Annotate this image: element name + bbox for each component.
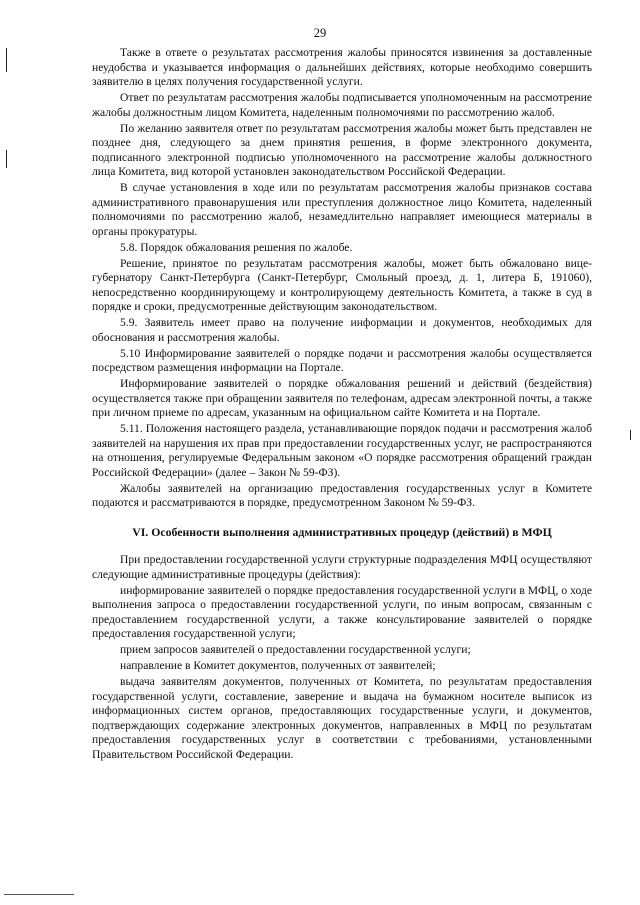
paragraph: направление в Комитет документов, полученных от заявителей;: [120, 659, 436, 672]
paragraph: Ответ по результатам рассмотрения жалобы подписывается уполномоченным на рассмотрение жалобы должностным лицом Комитета, наделенным полномочиями по рассмотрению жалоб.: [92, 91, 592, 119]
paragraph: Жалобы заявителей на организацию предоставления государственных услуг в Комитете подаются и рассматриваются в порядке, предусмотренном Законом № 59-ФЗ.: [92, 481, 592, 509]
paragraph: 5.8. Порядок обжалования решения по жалобе.: [120, 240, 353, 254]
document-body: [92, 46, 592, 762]
paragraph: выдача заявителям документов, полученных от Комитета, по результатам предоставления государственной услуги, составление, заверение и выдача на бумажном носителе выписок из информационных систем органов, предоставляющих государственные услуги, и документов, подтверждающих содержание электронных документов, направленных в МФЦ по результатам предоставления государственных услуг в соответствии с требованиями, установленными Правительством Российской Федерации.: [92, 675, 592, 761]
paragraph: 5.11. Положения настоящего раздела, устанавливающие порядок подачи и рассмотрения жалоб заявителей на нарушения их прав при предоставлении государственных услуг, не распространяются на отношения, регулируемые Федеральным законом «О порядке рассмотрения обращений граждан Российской Федерации» (далее – Закон № 59-ФЗ).: [92, 422, 592, 479]
paragraph: Также в ответе о результатах рассмотрения жалобы приносятся извинения за доставленные неудобства и указывается информация о дальнейших действиях, которые необходимо совершить заявителю в целях получения государственной услуги.: [92, 46, 592, 88]
paragraph: 5.10 Информирование заявителей о порядке подачи и рассмотрения жалобы осуществляется посредством размещения информации на Портале.: [92, 346, 592, 374]
paragraph: В случае установления в ходе или по результатам рассмотрения жалобы признаков состава административного правонарушения или преступления должностное лицо Комитета, наделенный полномочиями по рассмотрению жалоб, незамедлительно направляет имеющиеся материалы в органы прокуратуры.: [92, 181, 592, 238]
paragraph: информирование заявителей о порядке предоставления государственной услуги в МФЦ, о ходе выполнения запроса о предоставлении государственной услуги, по иным вопросам, связанным с предоставлением государственной услуги, а также консультирование заявителей о порядке предоставления государственной услуги;: [92, 583, 592, 640]
paragraph: При предоставлении государственной услуги структурные подразделения МФЦ осуществляют следующие административные процедуры (действия):: [92, 553, 592, 581]
right-margin-mark: [630, 430, 631, 440]
footer-scan-line: [4, 894, 74, 895]
paragraph: По желанию заявителя ответ по результатам рассмотрения жалобы может быть представлен не позднее дня, следующего за днем принятия решения, в форме электронного документа, подписанного электронной подписью уполномоченного на рассмотрение жалобы должностного лица Комитета, вид которой установлен законодательством Российской Федерации.: [92, 121, 592, 178]
paragraph: 5.9. Заявитель имеет право на получение информации и документов, необходимых для обоснования и рассмотрения жалобы.: [92, 316, 592, 344]
page-number: 29: [313, 26, 327, 40]
section-title: VI. Особенности выполнения административных процедур (действий) в МФЦ: [132, 524, 552, 539]
paragraph: прием запросов заявителей о предоставлении государственной услуги;: [120, 643, 471, 656]
left-margin-mark: [6, 150, 7, 168]
paragraph: Информирование заявителей о порядке обжалования решений и действий (бездействия) осуществляется также при обращении заявителя по телефонам, адресам электронной почты, а также при личном приеме по адресам, указанным на официальном сайте Комитета и на Портале.: [92, 377, 592, 419]
left-margin-mark: [6, 48, 7, 72]
paragraph: Решение, принятое по результатам рассмотрения жалобы, может быть обжаловано вице-губернатору Санкт-Петербурга (Санкт-Петербург, Смольный проезд, д. 1, литера Б, 191060), непосредственно координирующему и контролирующему деятельность Комитета, а также в суд в порядке и сроки, предусмотренные действующим законодательством.: [92, 256, 592, 313]
